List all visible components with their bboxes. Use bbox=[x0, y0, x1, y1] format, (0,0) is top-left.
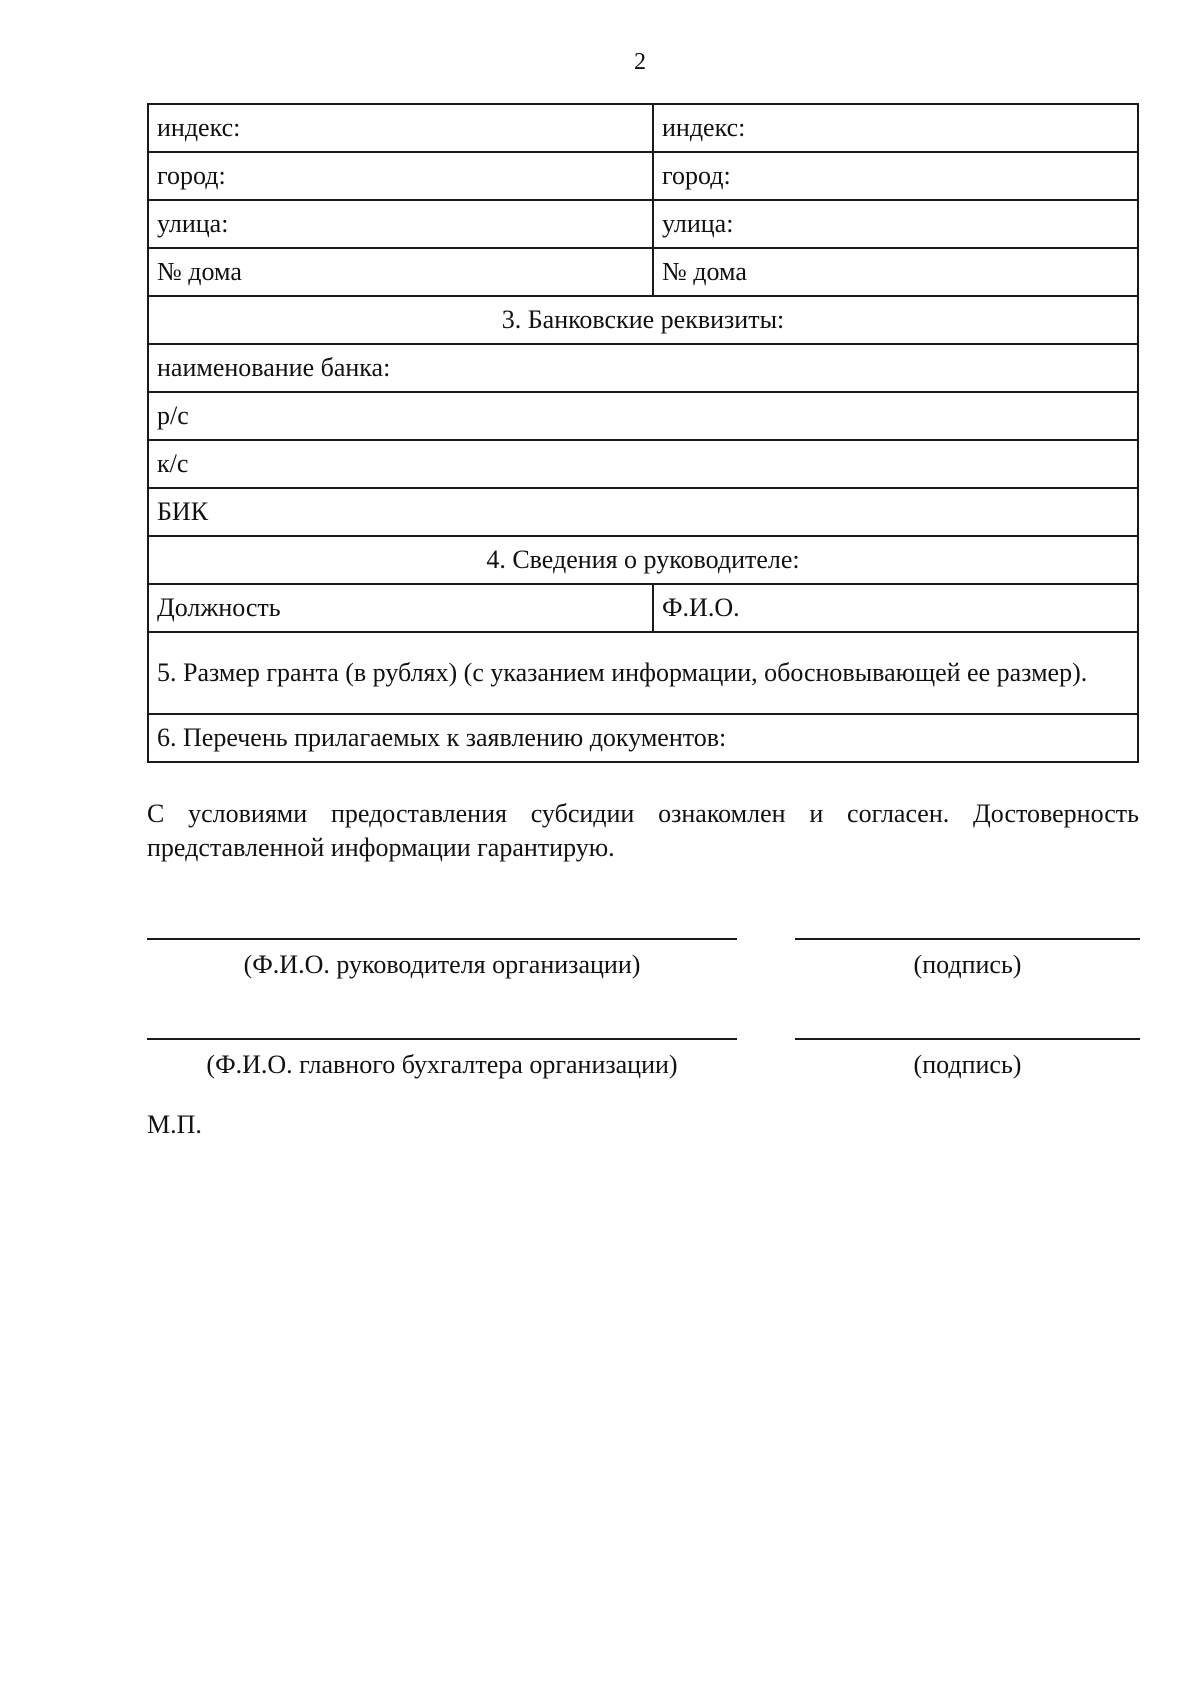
address-house-right: № дома bbox=[653, 248, 1138, 296]
head-section-header: 4. Сведения о руководителе: bbox=[148, 536, 1138, 584]
bank-account-field: р/с bbox=[148, 392, 1138, 440]
address-street-right: улица: bbox=[653, 200, 1138, 248]
address-row-index bbox=[148, 104, 1138, 152]
grant-size-field: 5. Размер гранта (в рублях) (с указанием информации, обосновывающей ее размер). bbox=[148, 632, 1138, 714]
address-house-left: № дома bbox=[148, 248, 653, 296]
address-row-street bbox=[148, 200, 1138, 248]
bank-row-bik bbox=[148, 488, 1138, 536]
address-index-left: индекс: bbox=[148, 104, 653, 152]
accountant-signature-caption: (подпись) bbox=[913, 1050, 1022, 1079]
bank-corr-account-field: к/с bbox=[148, 440, 1138, 488]
grant-size-row bbox=[148, 632, 1138, 714]
address-index-right: индекс: bbox=[653, 104, 1138, 152]
head-fullname-field: Ф.И.О. bbox=[653, 584, 1138, 632]
accountant-signature-line bbox=[795, 1038, 1140, 1040]
bank-section-header-row bbox=[148, 296, 1138, 344]
head-position-field: Должность bbox=[148, 584, 653, 632]
bank-name-field: наименование банка: bbox=[148, 344, 1138, 392]
bank-row-corr-account bbox=[148, 440, 1138, 488]
head-name-signature-line bbox=[147, 938, 737, 940]
bank-bik-field: БИК bbox=[148, 488, 1138, 536]
accountant-name-signature-line bbox=[147, 1038, 737, 1040]
head-signature-caption: (подпись) bbox=[913, 950, 1022, 979]
head-section-header-row bbox=[148, 536, 1138, 584]
address-city-right: город: bbox=[653, 152, 1138, 200]
accountant-name-caption: (Ф.И.О. главного бухгалтера организации) bbox=[206, 1050, 678, 1079]
bank-section-header: 3. Банковские реквизиты: bbox=[148, 296, 1138, 344]
page-number: 2 bbox=[634, 49, 646, 75]
address-row-house bbox=[148, 248, 1138, 296]
bank-row-name bbox=[148, 344, 1138, 392]
documents-list-row bbox=[148, 714, 1138, 762]
bank-row-account bbox=[148, 392, 1138, 440]
consent-statement: С условиями предоставления субсидии ознакомлен и согласен. Достоверность представленной информации гарантирую. bbox=[147, 799, 1139, 862]
head-signature-line bbox=[795, 938, 1140, 940]
address-row-city bbox=[148, 152, 1138, 200]
documents-list-field: 6. Перечень прилагаемых к заявлению документов: bbox=[148, 714, 1138, 762]
head-row bbox=[148, 584, 1138, 632]
address-street-left: улица: bbox=[148, 200, 653, 248]
stamp-placeholder: М.П. bbox=[147, 1110, 202, 1139]
address-city-left: город: bbox=[148, 152, 653, 200]
head-name-caption: (Ф.И.О. руководителя организации) bbox=[243, 950, 641, 979]
application-form-table bbox=[147, 103, 1139, 763]
